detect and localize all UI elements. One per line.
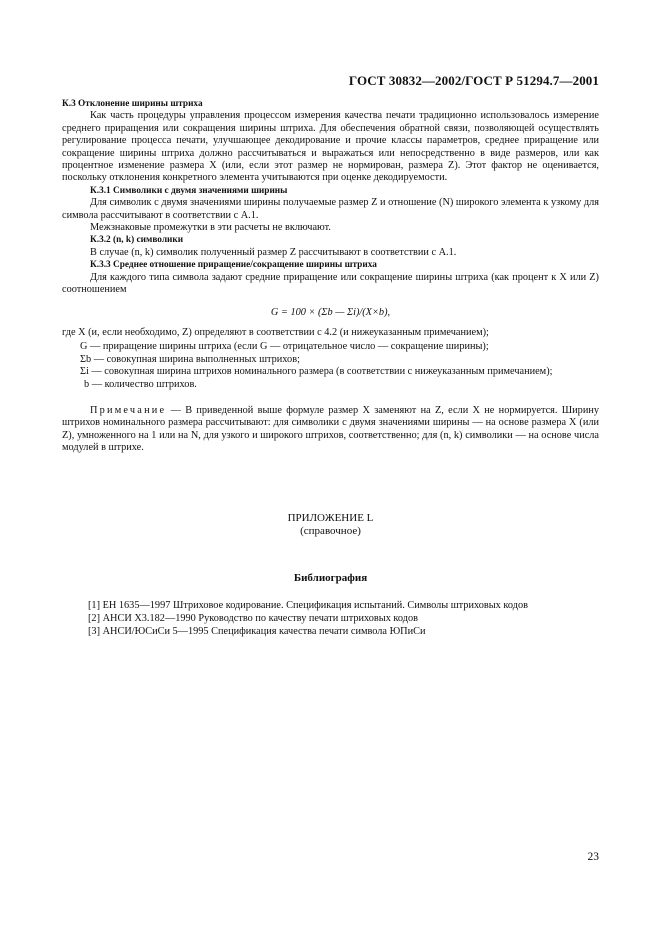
definition-item: b — количество штрихов. xyxy=(84,378,197,390)
section-body xyxy=(62,98,599,455)
bibliography-item: [2] АНСИ Х3.182—1990 Руководство по качеству печати штриховых кодов xyxy=(88,612,419,624)
definition-item: G — приращение ширины штриха (если G — отрицательное число — сокращение ширины); xyxy=(80,341,489,353)
note-label: Примечание xyxy=(90,404,167,416)
appendix-title: ПРИЛОЖЕНИЕ L xyxy=(287,512,374,524)
bibliography-item: [3] АНСИ/ЮСиСи 5—1995 Спецификация качества печати символа ЮПиСи xyxy=(88,625,426,637)
section-k33-title: К.3.3 Среднее отношение приращение/сокращение ширины штриха xyxy=(90,260,377,271)
section-k31-text2: Межзнаковые промежутки в эти расчеты не включают. xyxy=(90,222,331,234)
appendix-subtitle: (справочное) xyxy=(300,525,361,537)
definitions-list xyxy=(62,341,599,391)
definition-item: Σb — совокупная ширина выполненных штрихов; xyxy=(80,353,300,365)
section-k31-title: К.3.1 Символики с двумя значениями ширины xyxy=(90,185,288,196)
section-k32-text: В случае (n, k) символик полученный размер Z рассчитывают в соответствии с А.1. xyxy=(90,246,457,258)
bibliography-item: [1] ЕН 1635—1997 Штриховое кодирование. Спецификация испытаний. Символы штриховых кодов xyxy=(88,600,528,611)
section-k32-title: К.3.2 (n, k) символики xyxy=(90,235,184,246)
note xyxy=(62,405,599,455)
note-text: — В приведенной выше формуле размер X заменяют на Z, если X не нормируется. Ширину штрихов номинального размера рассчитывают: для символики с двумя значениями ширины — на основе размера X (или Z), умноженного на 1 или на N, для узкого и широкого штрихов, соответственно; для (n, k) символики — на основе числа модулей в штрихе. xyxy=(62,404,600,454)
section-k31-text1: Для символик с двумя значениями ширины получаемые размер Z и отношение (N) широкого элемента к узкому для символа рассчитывают в соответствии с А.1. xyxy=(62,197,599,221)
section-k3-text: Как часть процедуры управления процессом измерения качества печати традиционно использовалось измерение среднего приращения или сокращения ширины штриха. Для обеспечения обратной связи, позволяющей осуществлять регулирование процесса печати, улучшающее декодирование и прочие классы параметров, среднее приращение или сокращение ширины штриха должно рассчитываться и выражаться или непосредственно в виде размеров, или как процентное изменение размера X (или, если этот размер не нормирован, размера Z). Этот фактор не оценивается, поскольку отклонения конкретного элемента учитываются при оценке декодируемости. xyxy=(62,110,599,184)
appendix-heading xyxy=(0,512,661,538)
bibliography-title: Библиография xyxy=(293,572,368,584)
where-text: где X (и, если необходимо, Z) определяют в соответствии с 4.2 (и нижеуказанным примечанием); xyxy=(62,326,489,338)
definition-item: Σi — совокупная ширина штрихов номинального размера (в соответствии с нижеуказанным примечанием); xyxy=(80,366,553,378)
page-number: 23 xyxy=(587,851,599,863)
bibliography-list xyxy=(88,600,528,638)
running-header: ГОСТ 30832—2002/ГОСТ Р 51294.7—2001 xyxy=(348,73,599,88)
formula: G = 100 × (Σb — Σi)/(X×b), xyxy=(270,306,391,318)
section-k33-text: Для каждого типа символа задают средние приращение или сокращение ширины штриха (как процент к X или Z) соотношением xyxy=(62,271,599,296)
section-k3-title: К.3 Отклонение ширины штриха xyxy=(62,99,203,109)
